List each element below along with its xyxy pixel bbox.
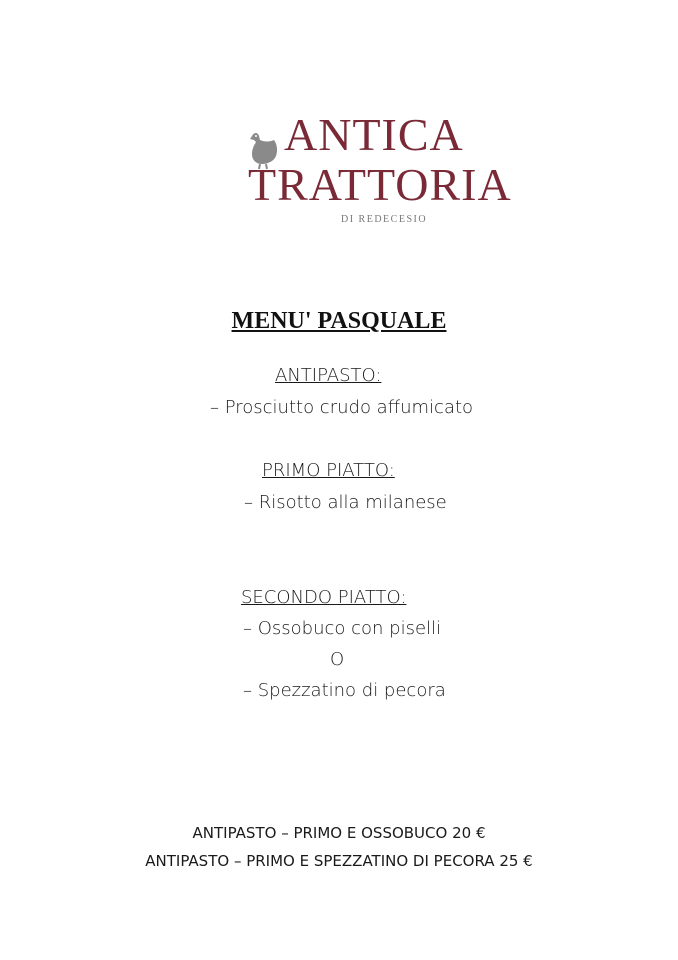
- price-line-1: ANTIPASTO – PRIMO E OSSOBUCO 20 €: [192, 824, 486, 842]
- restaurant-logo: [246, 109, 512, 230]
- primo-item: – Risotto alla milanese: [244, 492, 447, 513]
- logo-subtitle: DI REDECESIO: [341, 214, 428, 225]
- secondo-or: O: [330, 649, 345, 670]
- primo-heading: PRIMO PIATTO:: [262, 460, 395, 481]
- menu-title: MENU' PASQUALE: [231, 308, 447, 334]
- logo-text-trattoria: TRATTORIA: [248, 159, 512, 210]
- secondo-heading: SECONDO PIATTO:: [241, 587, 407, 608]
- logo-text-antica: ANTICA: [284, 109, 464, 160]
- price-line-2: ANTIPASTO – PRIMO E SPEZZATINO DI PECORA 25 €: [145, 852, 533, 870]
- secondo-item-1: – Ossobuco con piselli: [243, 618, 442, 639]
- secondo-item-2: – Spezzatino di pecora: [243, 680, 446, 701]
- antipasto-heading: ANTIPASTO:: [275, 365, 382, 386]
- antipasto-item: – Prosciutto crudo affumicato: [210, 397, 474, 418]
